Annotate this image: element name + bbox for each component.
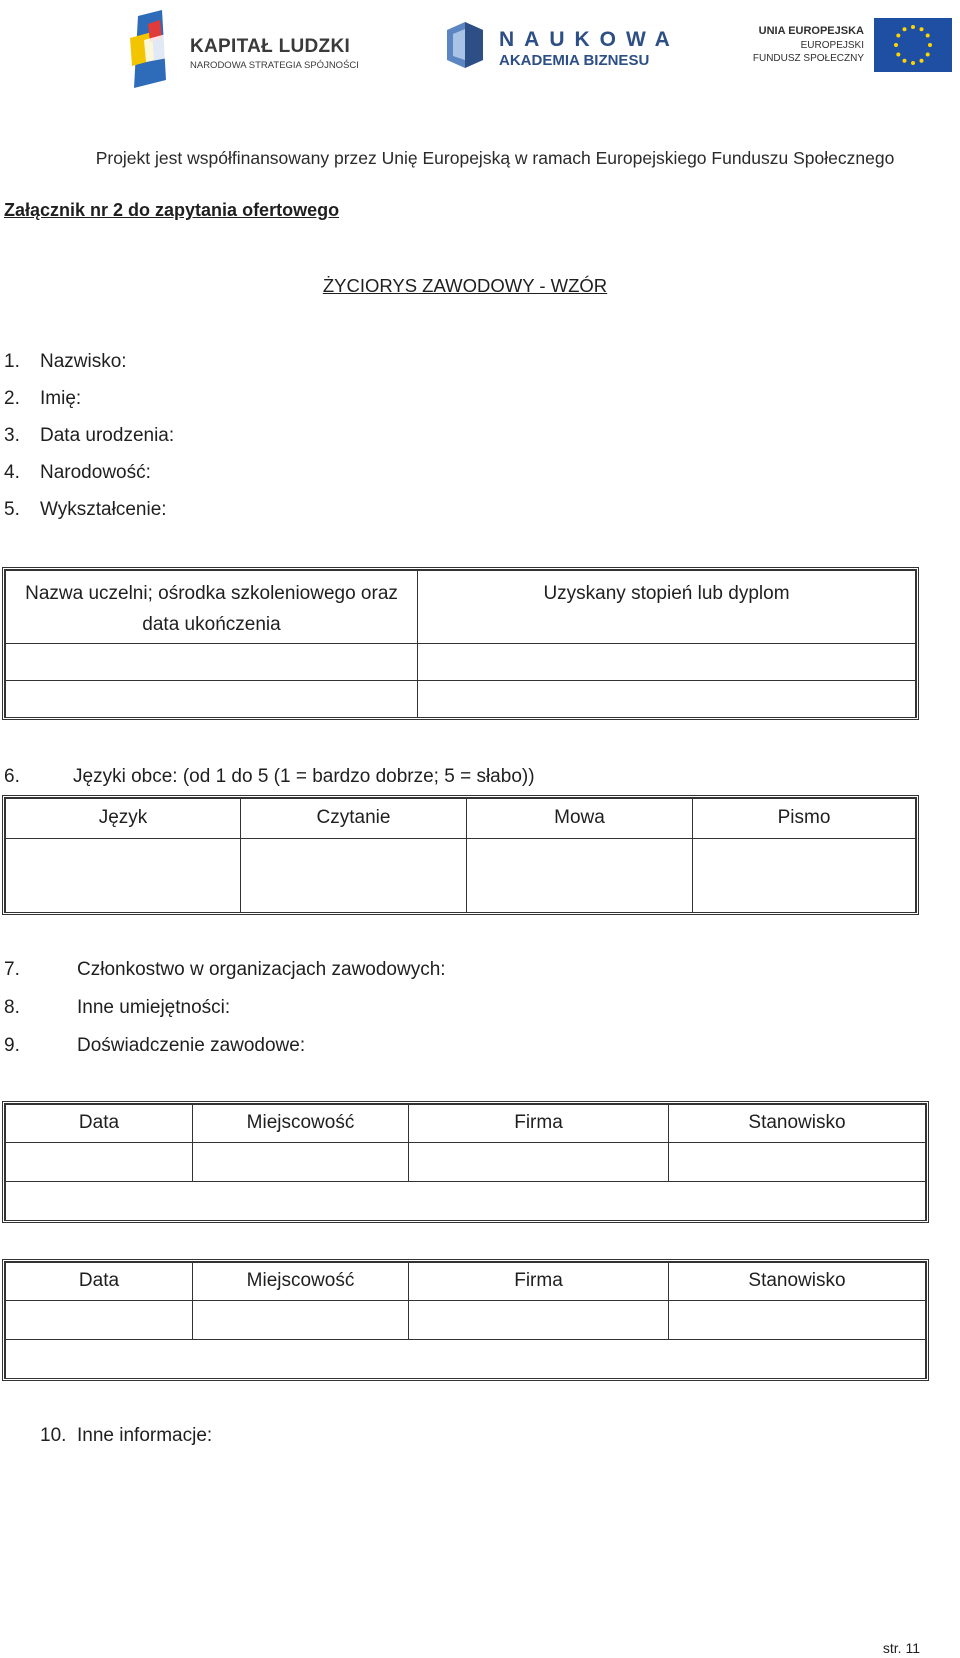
field-number: 3. <box>4 425 20 446</box>
field-number: 4. <box>4 462 20 483</box>
field-label: Doświadczenie zawodowe: <box>77 1035 306 1056</box>
field-label: Inne umiejętności: <box>77 997 231 1018</box>
naukowa-akademia-logo <box>443 20 680 72</box>
field-number: 8. <box>4 997 20 1018</box>
field-number: 6. <box>4 766 20 787</box>
education-header-institution <box>6 571 418 644</box>
experience-cell[interactable] <box>6 1301 193 1340</box>
eu-flag-icon <box>874 18 952 72</box>
experience-description-cell[interactable] <box>6 1182 926 1221</box>
field-label: Języki obce: (od 1 do 5 (1 = bardzo dobrze; 5 = słabo)) <box>73 766 535 787</box>
kapital-ludzki-subtitle: NARODOWA STRATEGIA SPÓJNOŚCI <box>190 60 359 71</box>
kapital-ludzki-title: KAPITAŁ LUDZKI <box>190 36 351 57</box>
experience-header-position: Stanowisko <box>669 1263 926 1301</box>
languages-cell[interactable] <box>6 839 241 913</box>
education-cell[interactable] <box>418 681 916 718</box>
field-label: Imię: <box>40 388 82 409</box>
experience-header-position: Stanowisko <box>669 1105 926 1143</box>
eu-logo <box>752 18 952 74</box>
field-label: Członkostwo w organizacjach zawodowych: <box>77 959 446 980</box>
eu-line3: FUNDUSZ SPOŁECZNY <box>752 53 864 64</box>
experience-cell[interactable] <box>6 1143 193 1182</box>
naukowa-subtitle: AKADEMIA BIZNESU <box>499 52 650 69</box>
languages-table <box>2 795 919 915</box>
languages-cell[interactable] <box>241 839 467 913</box>
education-cell[interactable] <box>418 644 916 681</box>
field-label: Narodowość: <box>40 462 151 483</box>
eu-line1: UNIA EUROPEJSKA <box>758 25 864 37</box>
field-label: Inne informacje: <box>77 1425 213 1446</box>
experience-cell[interactable] <box>193 1143 409 1182</box>
field-number: 7. <box>4 959 20 980</box>
document-title: ŻYCIORYS ZAWODOWY - WZÓR <box>322 275 608 296</box>
education-cell[interactable] <box>6 681 418 718</box>
education-header-line1: Nazwa uczelni; ośrodka szkoleniowego oraz <box>25 583 398 604</box>
experience-header-company: Firma <box>409 1105 669 1143</box>
experience-header-place: Miejscowość <box>193 1105 409 1143</box>
education-table <box>2 567 919 720</box>
experience-cell[interactable] <box>669 1301 926 1340</box>
languages-header-language: Język <box>6 799 241 839</box>
experience-description-cell[interactable] <box>6 1340 926 1379</box>
experience-cell[interactable] <box>409 1143 669 1182</box>
education-cell[interactable] <box>6 644 418 681</box>
languages-cell[interactable] <box>693 839 916 913</box>
experience-cell[interactable] <box>409 1301 669 1340</box>
languages-cell[interactable] <box>467 839 693 913</box>
education-header-line2: data ukończenia <box>142 614 281 635</box>
field-number: 2. <box>4 388 20 409</box>
field-label: Nazwisko: <box>40 351 127 372</box>
field-number: 10. <box>40 1425 67 1446</box>
languages-header-speaking: Mowa <box>467 799 693 839</box>
education-header-degree: Uzyskany stopień lub dyplom <box>418 571 916 644</box>
languages-header-writing: Pismo <box>693 799 916 839</box>
field-label: Data urodzenia: <box>40 425 175 446</box>
experience-header-company: Firma <box>409 1263 669 1301</box>
field-number: 1. <box>4 351 20 372</box>
field-label: Wykształcenie: <box>40 499 167 520</box>
naukowa-title: NAUKOWA <box>499 28 680 51</box>
languages-header-reading: Czytanie <box>241 799 467 839</box>
naukowa-book-icon <box>443 20 487 68</box>
page-number: str. 11 <box>882 1640 920 1656</box>
cofinancing-note: Projekt jest współfinansowany przez Unię Europejską w ramach Europejskiego Funduszu Społecznego <box>95 148 895 168</box>
kapital-ludzki-emblem-icon <box>126 10 186 88</box>
experience-table-2 <box>2 1259 929 1381</box>
eu-line2: EUROPEJSKI <box>800 40 864 51</box>
experience-cell[interactable] <box>193 1301 409 1340</box>
field-number: 9. <box>4 1035 20 1056</box>
kapital-ludzki-logo <box>126 10 366 88</box>
field-number: 5. <box>4 499 20 520</box>
experience-table <box>2 1101 929 1223</box>
experience-cell[interactable] <box>669 1143 926 1182</box>
experience-header-place: Miejscowość <box>193 1263 409 1301</box>
experience-header-date: Data <box>6 1105 193 1143</box>
experience-header-date: Data <box>6 1263 193 1301</box>
attachment-title: Załącznik nr 2 do zapytania ofertowego <box>4 200 340 220</box>
